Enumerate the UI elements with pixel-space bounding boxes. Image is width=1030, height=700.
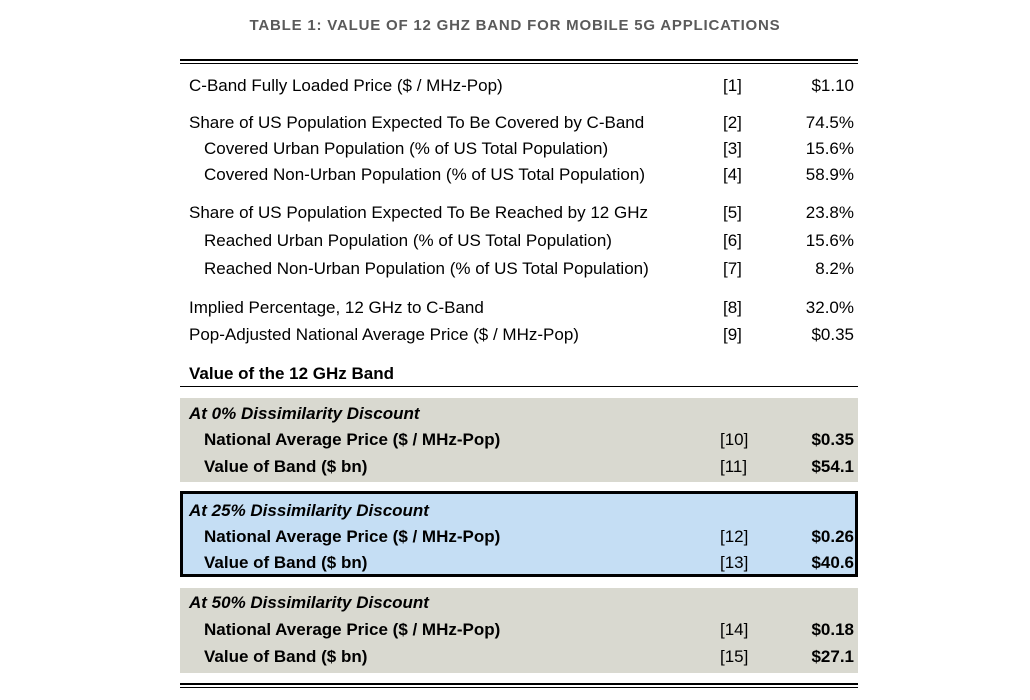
row-label: Pop-Adjusted National Average Price ($ / MHz-Pop) xyxy=(189,325,579,344)
row-label: Value of Band ($ bn) xyxy=(204,647,368,666)
row-label: C-Band Fully Loaded Price ($ / MHz-Pop) xyxy=(189,76,503,95)
row-value: 32.0% xyxy=(805,298,854,317)
table-row xyxy=(180,137,858,161)
table-title: TABLE 1: VALUE OF 12 GHZ BAND FOR MOBILE 5G APPLICATIONS xyxy=(249,17,781,34)
bottom-double-rule xyxy=(180,683,858,688)
table-row xyxy=(180,428,858,452)
row-ref: [13] xyxy=(720,553,749,572)
table-row xyxy=(180,111,858,135)
table-row xyxy=(180,163,858,187)
row-label: Covered Urban Population (% of US Total Population) xyxy=(204,139,609,158)
row-value: $1.10 xyxy=(811,76,854,95)
row-ref: [7] xyxy=(723,259,742,278)
table-row xyxy=(180,645,858,669)
table-row xyxy=(180,229,858,253)
row-ref: [5] xyxy=(723,203,742,222)
top-double-rule xyxy=(180,59,858,64)
row-label: National Average Price ($ / MHz-Pop) xyxy=(204,527,501,546)
row-value: $54.1 xyxy=(811,457,854,476)
row-value: $40.6 xyxy=(811,553,854,572)
section-rule xyxy=(180,386,858,387)
row-ref: [8] xyxy=(723,298,742,317)
table-row xyxy=(180,257,858,281)
row-value: 15.6% xyxy=(805,139,854,158)
row-label: Covered Non-Urban Population (% of US Total Population) xyxy=(204,165,645,184)
row-label: Share of US Population Expected To Be Covered by C-Band xyxy=(189,113,645,132)
row-ref: [9] xyxy=(723,325,742,344)
row-ref: [3] xyxy=(723,139,742,158)
row-value: $0.35 xyxy=(811,325,854,344)
table-row xyxy=(180,455,858,479)
scenario-heading: At 50% Dissimilarity Discount xyxy=(189,593,429,612)
scenario-0pct-panel xyxy=(180,398,858,482)
row-label: Value of Band ($ bn) xyxy=(204,553,368,572)
table-row xyxy=(180,74,858,98)
row-value: 74.5% xyxy=(805,113,854,132)
scenario-heading-row xyxy=(180,591,858,615)
row-label: Implied Percentage, 12 GHz to C-Band xyxy=(189,298,484,317)
row-value: $0.18 xyxy=(811,620,854,639)
table-row xyxy=(180,296,858,320)
row-value: $27.1 xyxy=(811,647,854,666)
row-value: 15.6% xyxy=(805,231,854,250)
row-ref: [15] xyxy=(720,647,749,666)
scenario-50pct-panel xyxy=(180,588,858,673)
row-ref: [12] xyxy=(720,527,749,546)
table-row xyxy=(180,525,858,549)
row-value: 8.2% xyxy=(815,259,854,278)
row-value: $0.35 xyxy=(811,430,854,449)
row-value: $0.26 xyxy=(811,527,854,546)
row-ref: [6] xyxy=(723,231,742,250)
row-label: National Average Price ($ / MHz-Pop) xyxy=(204,620,501,639)
table-row xyxy=(180,323,858,347)
row-label: Share of US Population Expected To Be Reached by 12 GHz xyxy=(189,203,648,222)
row-label: Value of Band ($ bn) xyxy=(204,457,368,476)
row-ref: [4] xyxy=(723,165,742,184)
row-ref: [2] xyxy=(723,113,742,132)
row-ref: [11] xyxy=(720,457,748,476)
section-title-row xyxy=(180,362,858,386)
row-value: 23.8% xyxy=(805,203,854,222)
scenario-heading-row xyxy=(180,402,858,426)
table-row xyxy=(180,551,858,575)
table-row xyxy=(180,618,858,642)
table-row xyxy=(180,201,858,225)
section-title: Value of the 12 GHz Band xyxy=(189,364,394,383)
row-value: 58.9% xyxy=(805,165,854,184)
scenario-25pct-panel xyxy=(180,491,858,577)
row-ref: [1] xyxy=(723,76,742,95)
row-label: National Average Price ($ / MHz-Pop) xyxy=(204,430,501,449)
row-ref: [14] xyxy=(720,620,749,639)
row-ref: [10] xyxy=(720,430,749,449)
scenario-heading-row xyxy=(180,499,858,523)
row-label: Reached Urban Population (% of US Total Population) xyxy=(204,231,612,250)
scenario-heading: At 25% Dissimilarity Discount xyxy=(189,501,429,520)
scenario-heading: At 0% Dissimilarity Discount xyxy=(189,404,420,423)
row-label: Reached Non-Urban Population (% of US Total Population) xyxy=(204,259,649,278)
